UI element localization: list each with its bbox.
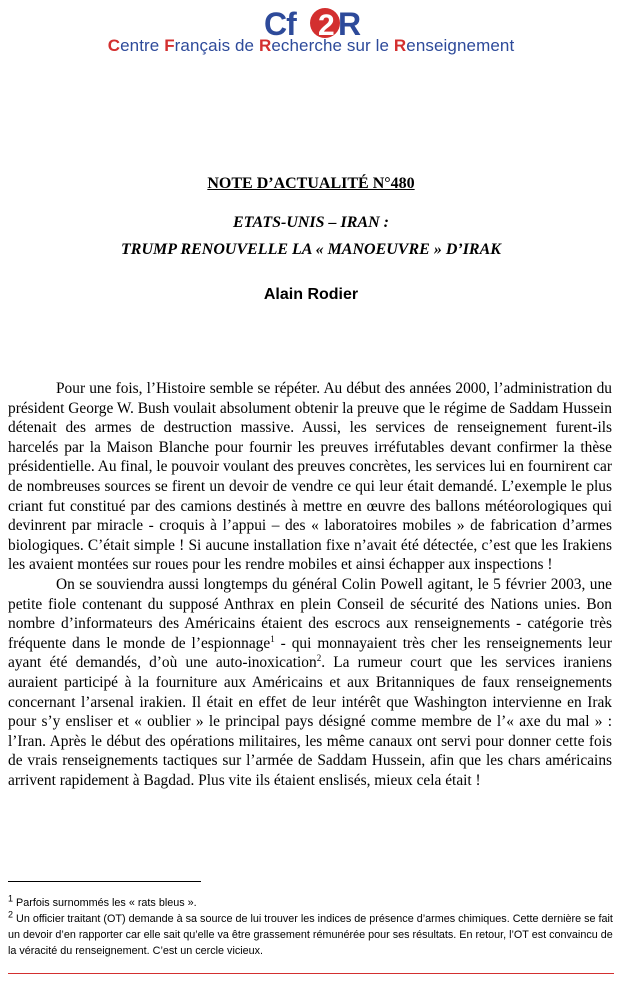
org-name-part: rançais de — [174, 36, 259, 55]
footnote-2-text: Un officier traitant (OT) demande à sa source de lui trouver les indices de présence d’armes chimiques. Cette dernière se fait un devoir d’en rapporter car elle sait qu’elle va être grassement rémunérée pour ses résultats. En retour, l’OT est convaincu de la véracité du renseignement. C’est un cercle vicieux. — [8, 913, 613, 957]
footnote-2-number: 2 — [8, 909, 14, 920]
headline-line-1: ETATS-UNIS – IRAN : — [232, 214, 390, 231]
footnote-separator — [8, 881, 201, 882]
org-initial-r1: R — [258, 36, 272, 55]
org-name-part: enseignement — [406, 36, 515, 55]
org-name-part: entre — [120, 36, 165, 55]
paragraph-1: Pour une fois, l’Histoire semble se répéter. Au début des années 2000, l’administration du président George W. Bush voulait absolument obtenir la preuve que le régime de Saddam Hussein détenait des armes de destruction massive. Aussi, les services de renseignement furent-ils harcelés par la Maison Blanche pour fournir les preuves irréfutables devant confirmer la thèse présidentielle. Au final, le pouvoir voulant des preuves concrètes, les services lui en fournirent car de nombreuses sources se firent un devoir de vendre ce qui leur était demandé. L’exemple le plus criant fut constitué par des camions destinés à mettre en œuvre des ballons météorologiques qui devinrent par miracle - croquis à l’appui – des « laboratoires mobiles » de fabrication d’armes biologiques. C’était simple ! Si aucune installation fixe n’avait été détectée, c’est que les Irakiens les avaient montées sur roues pour les rendre mobiles et ainsi échapper aux inspections ! — [8, 380, 612, 574]
author-name: Alain Rodier — [263, 286, 359, 303]
paragraph-2-part-b: - qui monnayaient très cher les renseignements leur ayant été demandés, d’où une auto-inoxication — [8, 634, 613, 672]
footnote-1 — [8, 895, 614, 911]
footnote-1-text: Parfois surnommés les « rats bleus ». — [13, 897, 197, 909]
article-body — [8, 379, 612, 790]
org-initial-c: C — [107, 36, 121, 55]
footnote-ref-1: 1 — [270, 633, 275, 644]
org-name-part: echerche sur le — [271, 36, 394, 55]
headline-line-2: TRUMP RENOUVELLE LA « MANOEUVRE » D’IRAK — [121, 241, 501, 258]
paragraph-2-part-a: On se souviendra aussi longtemps du général Colin Powell agitant, le 5 février 2003, une petite fiole contenant du supposé Anthrax en plein Conseil de sécurité des Nations unies. Bon nombre d’informateurs des Américains étaient des escrocs aux renseignements - catégorie très fréquente dans le monde de l’espionnage — [8, 575, 612, 652]
paragraph-2-part-c: . La rumeur court que les services iraniens auraient participé à la fourniture aux Américains et aux Britanniques de faux renseignements concernant l’arsenal irakien. Il était en effet de leur intérêt que Washington intervienne en Irak pour s’y ensliser et « oublier » le principal pays désigné comme membre de l’« axe du mal » : l’Iran. Après le début des opérations militaires, les même canaux ont servi pour donner cette fois de vrais renseignements tactiques sur l’armée de Saddam Hussein, afin que les chars américains arrivent rapidement à Bagdad. Plus vite ils étaient enslisés, mieux cela était ! — [8, 654, 612, 789]
org-initial-r2: R — [393, 36, 407, 55]
cf2r-logo — [262, 6, 366, 40]
svg-text:R: R — [338, 6, 362, 40]
footnote-1-number: 1 — [8, 893, 14, 904]
footnote-2 — [8, 911, 614, 959]
page-bottom-rule — [8, 973, 614, 974]
organization-name — [0, 36, 622, 56]
org-initial-f: F — [164, 36, 175, 55]
svg-text:2: 2 — [318, 9, 335, 40]
footnotes — [8, 895, 614, 959]
note-number-title: NOTE D’ACTUALITÉ N°480 — [207, 175, 415, 192]
footnote-ref-2: 2 — [316, 653, 322, 664]
paragraph-2 — [8, 575, 612, 791]
svg-text:Cf: Cf — [264, 6, 296, 40]
